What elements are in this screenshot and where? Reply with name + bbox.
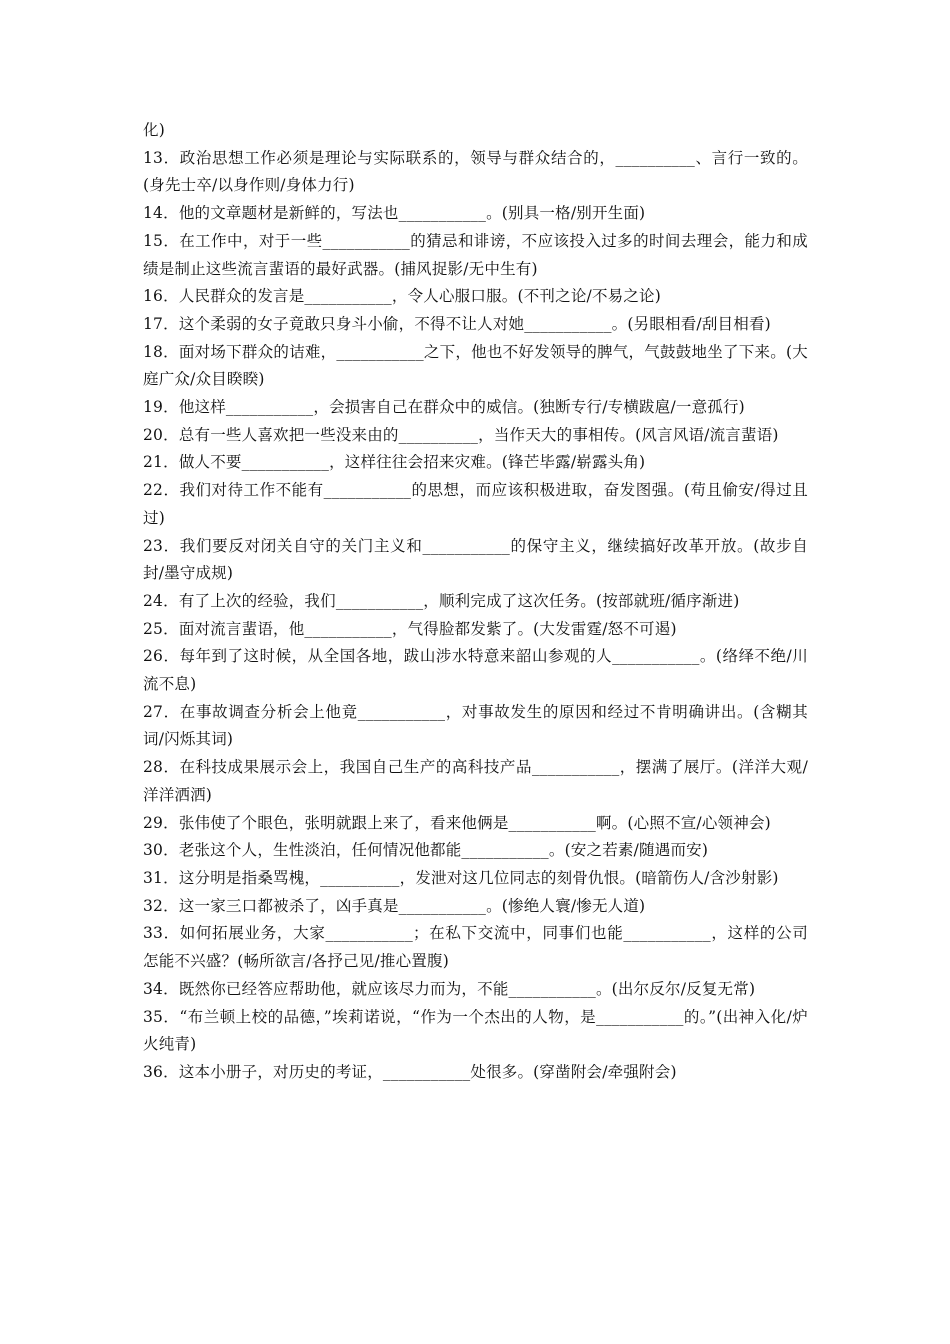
question-18: 18．面对场下群众的诘难，___________之下，他也不好发领导的脾气，气鼓鼓地坐了下来。(大庭广众/众目睽睽): [143, 342, 808, 389]
question-35: 35．“布兰顿上校的品德，”埃莉诺说，“作为一个杰出的人物，是___________的。”(出神入化/炉火纯青): [143, 1007, 808, 1054]
question-31: 31．这分明是指桑骂槐，__________，发泄对这几位同志的刻骨仇恨。(暗箭伤人/含沙射影): [143, 868, 779, 887]
question-13: 13．政治思想工作必须是理论与实际联系的，领导与群众结合的，__________、言行一致的。(身先士卒/以身作则/身体力行): [143, 148, 808, 195]
question-22: 22．我们对待工作不能有___________的思想，而应该积极进取，奋发图强。(苟且偷安/得过且过): [143, 481, 808, 527]
question-16: 16．人民群众的发言是___________，令人心服口服。(不刊之论/不易之论): [143, 287, 661, 306]
question-26: 26．每年到了这时候，从全国各地，跋山涉水特意来韶山参观的人___________。(络绎不绝/川流不息): [143, 647, 808, 694]
exercise-list: [143, 117, 808, 1087]
question-20: 20．总有一些人喜欢把一些没来由的__________，当作天大的事相传。(风言风语/流言蜚语): [143, 425, 779, 444]
question-25: 25．面对流言蜚语，他___________，气得脸都发紫了。(大发雷霆/怒不可遏): [143, 619, 677, 638]
question-23: 23．我们要反对闭关自守的关门主义和___________的保守主义，继续搞好改革开放。(故步自封/墨守成规): [143, 536, 808, 583]
question-14: 14．他的文章题材是新鲜的，写法也___________。(别具一格/别开生面): [143, 204, 646, 223]
question-32: 32．这一家三口都被杀了，凶手真是___________。(惨绝人寰/惨无人道): [143, 896, 646, 915]
question-36: 36．这本小册子，对历史的考证，___________处很多。(穿凿附会/牵强附会): [143, 1062, 677, 1081]
question-17: 17．这个柔弱的女子竟敢只身斗小偷，不得不让人对她___________。(另眼相看/刮目相看): [143, 314, 771, 333]
question-34: 34．既然你已经答应帮助他，就应该尽力而为，不能___________。(出尔反尔/反复无常): [143, 979, 756, 998]
line-continuation: 化): [143, 121, 165, 139]
question-33: 33．如何拓展业务，大家___________；在私下交流中，同事们也能___________，这样的公司怎能不兴盛？(畅所欲言/各抒己见/推心置腹): [143, 924, 808, 971]
question-27: 27．在事故调查分析会上他竟___________，对事故发生的原因和经过不肯明确讲出。(含糊其词/闪烁其词): [143, 702, 808, 749]
question-15: 15．在工作中，对于一些___________的猜忌和诽谤，不应该投入过多的时间去理会，能力和成绩是制止这些流言蜚语的最好武器。(捕风捉影/无中生有): [143, 231, 808, 278]
question-19: 19．他这样___________，会损害自己在群众中的威信。(独断专行/专横跋扈/一意孤行): [143, 398, 745, 417]
question-24: 24．有了上次的经验，我们___________，顺利完成了这次任务。(按部就班/循序渐进): [143, 591, 740, 610]
question-28: 28．在科技成果展示会上，我国自己生产的高科技产品___________，摆满了展厅。(洋洋大观/洋洋洒洒): [143, 758, 808, 804]
question-21: 21．做人不要___________，这样往往会招来灾难。(锋芒毕露/崭露头角): [143, 453, 646, 472]
question-29: 29．张伟使了个眼色，张明就跟上来了，看来他俩是___________啊。(心照不宣/心领神会): [143, 813, 771, 832]
question-30: 30．老张这个人，生性淡泊，任何情况他都能___________。(安之若素/随遇而安): [143, 841, 709, 860]
